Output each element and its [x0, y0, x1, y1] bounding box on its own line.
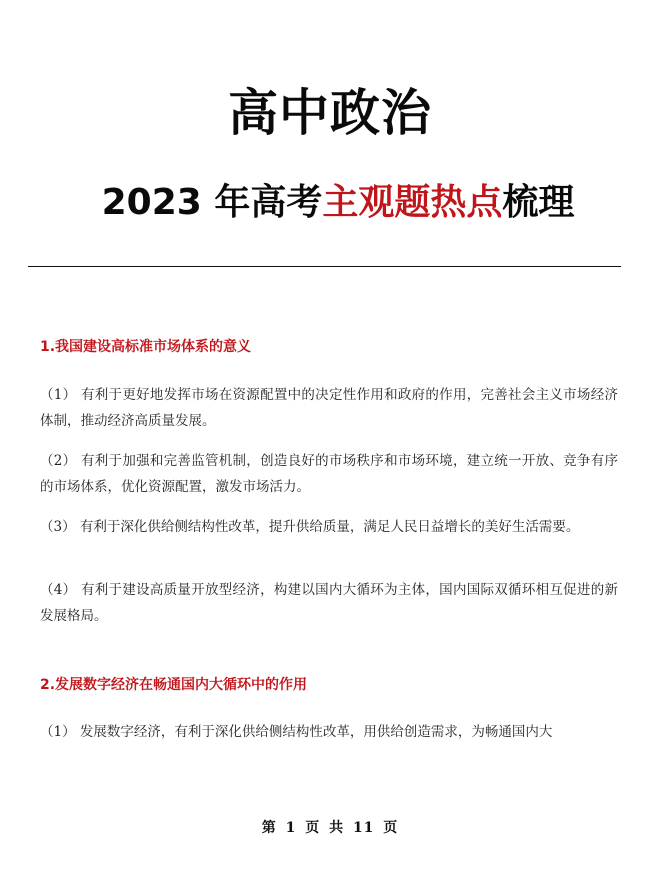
document-subtitle — [0, 178, 660, 228]
page-footer: 第 1 页 共 11 页 — [261, 820, 399, 836]
section-1-heading: 1.我国建设高标准市场体系的意义 — [40, 339, 252, 355]
subtitle-suffix: 梳理 — [502, 182, 575, 223]
section-2-paragraph-1: （1） 发展数字经济，有利于深化供给侧结构性改革，用供给创造需求，为畅通国内大 — [40, 724, 553, 740]
subtitle-highlight: 主观题热点 — [322, 182, 503, 223]
section-1-paragraph-4: （4） 有利于建设高质量开放型经济，构建以国内大循环为主体，国内国际双循环相互促进的新发展格局。 — [40, 582, 618, 624]
section-1-paragraph-1: （1） 有利于更好地发挥市场在资源配置中的决定性作用和政府的作用，完善社会主义市场经济体制，推动经济高质量发展。 — [40, 387, 618, 429]
document-title: 高中政治 — [228, 84, 432, 142]
section-1-paragraph-3: （3） 有利于深化供给侧结构性改革，提升供给质量，满足人民日益增长的美好生活需要。 — [40, 519, 580, 535]
subtitle-prefix: 2023 年高考 — [101, 182, 323, 223]
section-1-paragraph-2: （2） 有利于加强和完善监管机制，创造良好的市场秩序和市场环境，建立统一开放、竞争有序的市场体系，优化资源配置，激发市场活力。 — [40, 453, 618, 495]
title-divider — [28, 266, 621, 267]
section-2-heading: 2.发展数字经济在畅通国内大循环中的作用 — [40, 677, 308, 693]
